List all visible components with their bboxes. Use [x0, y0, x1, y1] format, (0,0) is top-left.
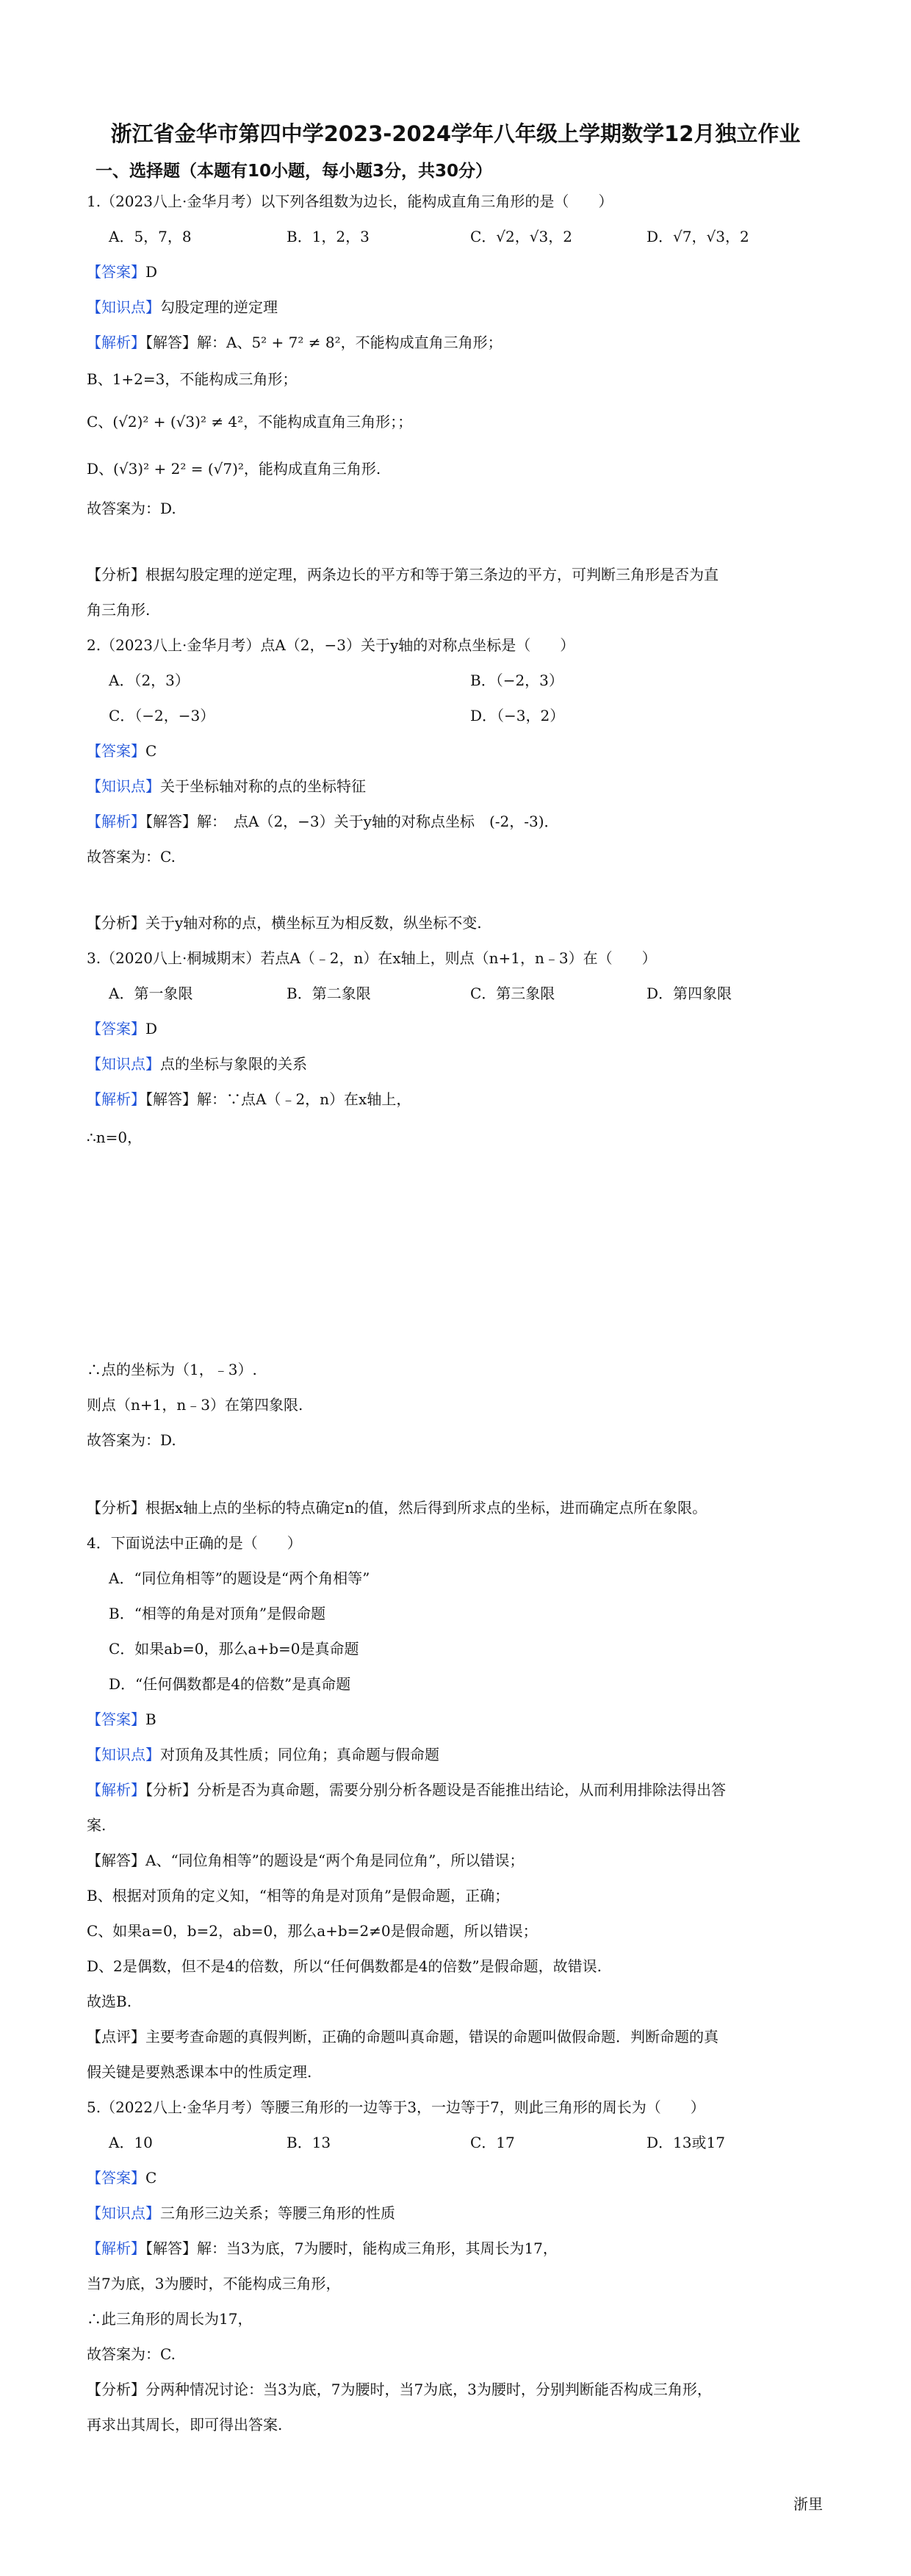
q4-option-d: D．“任何偶数都是4的倍数”是真命题 — [109, 1675, 351, 1693]
knowledge-tag: 【知识点】 — [87, 1746, 160, 1763]
q1-option-d: D．√7，√3，2 — [647, 228, 749, 245]
q5-line: 故答案为：C. — [87, 2345, 176, 2363]
analysis-tag: 【解析】 — [87, 334, 145, 351]
page-footer: 浙里 — [793, 2495, 823, 2513]
q4-line: 案. — [87, 1816, 107, 1834]
q4-line: C、如果a=0，b=2，ab=0，那么a+b=2≠0是假命题，所以错误； — [87, 1922, 538, 1940]
q1-option-a: A．5，7，8 — [109, 228, 192, 245]
q5-fenxi: 再求出其周长，即可得出答案. — [87, 2416, 283, 2433]
q1-fenxi: 【分析】根据勾股定理的逆定理，两条边长的平方和等于第三条边的平方，可判断三角形是否为直 — [87, 566, 719, 583]
q1-knowledge: 【知识点】勾股定理的逆定理 — [87, 298, 278, 316]
question-5-stem: 5.（2022八上·金华月考）等腰三角形的一边等于3，一边等于7，则此三角形的周长为（ ） — [87, 2098, 705, 2116]
analysis-tag: 【解析】 — [87, 1781, 145, 1799]
answer-tag: 【答案】 — [87, 742, 145, 760]
q4-option-a: A．“同位角相等”的题设是“两个角相等” — [109, 1569, 370, 1587]
q4-line: 故选B. — [87, 1993, 132, 2010]
q1-option-b: B．1，2，3 — [287, 228, 370, 245]
analysis-tag: 【解析】 — [87, 2239, 145, 2257]
analysis-tag: 【解析】 — [87, 813, 145, 830]
q4-line: B、根据对顶角的定义知，“相等的角是对顶角”是假命题，正确； — [87, 1887, 510, 1904]
q2-fenxi: 【分析】关于y轴对称的点，横坐标互为相反数，纵坐标不变. — [87, 914, 482, 932]
q1-answer: 【答案】D — [87, 263, 158, 281]
q5-line: ∴此三角形的周长为17， — [87, 2310, 253, 2328]
knowledge-tag: 【知识点】 — [87, 777, 160, 795]
q3-line: ∴n=0， — [87, 1129, 143, 1146]
q5-option-a: A．10 — [109, 2134, 153, 2151]
q3-option-d: D．第四象限 — [647, 985, 732, 1002]
q2-knowledge: 【知识点】关于坐标轴对称的点的坐标特征 — [87, 777, 366, 795]
question-4-stem: 4．下面说法中正确的是（ ） — [87, 1534, 302, 1552]
q5-line: 当7为底，3为腰时，不能构成三角形， — [87, 2275, 341, 2292]
q5-analysis: 【解析】【解答】解：当3为底，7为腰时，能构成三角形，其周长为17， — [87, 2239, 558, 2257]
q3-line: 则点（n+1，n﹣3）在第四象限. — [87, 1396, 303, 1414]
q4-answer: 【答案】B — [87, 1710, 156, 1728]
q5-answer: 【答案】C — [87, 2169, 157, 2187]
q1-line: D、(√3)² + 2² = (√7)²，能构成直角三角形. — [87, 460, 381, 478]
q3-option-c: C．第三象限 — [470, 985, 555, 1002]
q4-line: D、2是偶数，但不是4的倍数，所以“任何偶数都是4的倍数”是假命题，故错误. — [87, 1957, 602, 1975]
q3-line: 故答案为：D. — [87, 1431, 176, 1449]
question-3-stem: 3.（2020八上·桐城期末）若点A（﹣2，n）在x轴上，则点（n+1，n﹣3）在（ ） — [87, 949, 657, 967]
q3-option-a: A．第一象限 — [109, 985, 193, 1002]
q1-line: B、1+2=3，不能构成三角形； — [87, 370, 298, 388]
q3-fenxi: 【分析】根据x轴上点的坐标的特点确定n的值，然后得到所求点的坐标，进而确定点所在象限。 — [87, 1499, 707, 1517]
q2-analysis: 【解析】【解答】解： 点A（2，−3）关于y轴的对称点坐标 (-2，-3)． — [87, 813, 559, 830]
q4-review: 【点评】主要考查命题的真假判断，正确的命题叫真命题，错误的命题叫做假命题．判断命题的真 — [87, 2028, 719, 2046]
q1-option-c: C．√2，√3，2 — [470, 228, 572, 245]
q3-answer: 【答案】D — [87, 1020, 158, 1037]
question-1-stem: 1.（2023八上·金华月考）以下列各组数为边长，能构成直角三角形的是（ ） — [87, 193, 613, 210]
q2-option-a: A．（2，3） — [109, 672, 190, 689]
page-title: 浙江省金华市第四中学2023-2024学年八年级上学期数学12月独立作业 — [110, 121, 801, 146]
question-2-stem: 2.（2023八上·金华月考）点A（2，−3）关于y轴的对称点坐标是（ ） — [87, 636, 575, 654]
answer-tag: 【答案】 — [87, 2169, 145, 2187]
knowledge-tag: 【知识点】 — [87, 1055, 160, 1073]
q4-analysis: 【解析】【分析】分析是否为真命题，需要分别分析各题设是否能推出结论，从而利用排除法得出答 — [87, 1781, 726, 1799]
q1-analysis: 【解析】【解答】解：A、5² + 7² ≠ 8²，不能构成直角三角形； — [87, 334, 503, 351]
q1-line: 故答案为：D. — [87, 500, 176, 517]
answer-tag: 【答案】 — [87, 263, 145, 281]
q5-option-b: B．13 — [287, 2134, 331, 2151]
q4-option-b: B．“相等的角是对顶角”是假命题 — [109, 1605, 326, 1622]
q2-option-c: C．（−2，−3） — [109, 707, 215, 724]
q4-line: 【解答】A、“同位角相等”的题设是“两个角是同位角”，所以错误； — [87, 1852, 525, 1869]
q5-fenxi: 【分析】分两种情况讨论：当3为底，7为腰时，当7为底，3为腰时，分别判断能否构成三角形， — [87, 2381, 712, 2398]
q4-knowledge: 【知识点】对顶角及其性质；同位角；真命题与假命题 — [87, 1746, 439, 1763]
q1-fenxi: 角三角形. — [87, 601, 151, 619]
knowledge-tag: 【知识点】 — [87, 298, 160, 316]
answer-tag: 【答案】 — [87, 1020, 145, 1037]
analysis-tag: 【解析】 — [87, 1090, 145, 1108]
q4-option-c: C．如果ab=0，那么a+b=0是真命题 — [109, 1640, 359, 1658]
q3-knowledge: 【知识点】点的坐标与象限的关系 — [87, 1055, 307, 1073]
q4-review: 假关键是要熟悉课本中的性质定理. — [87, 2063, 312, 2081]
q1-line: C、(√2)² + (√3)² ≠ 4²，不能构成直角三角形；； — [87, 413, 413, 431]
q5-option-c: C．17 — [470, 2134, 515, 2151]
q2-option-b: B．（−2，3） — [470, 672, 563, 689]
q2-answer: 【答案】C — [87, 742, 157, 760]
knowledge-tag: 【知识点】 — [87, 2204, 160, 2222]
answer-tag: 【答案】 — [87, 1710, 145, 1728]
q3-line: ∴点的坐标为（1，﹣3）. — [87, 1361, 257, 1378]
q5-knowledge: 【知识点】三角形三边关系；等腰三角形的性质 — [87, 2204, 395, 2222]
q2-conclude: 故答案为：C. — [87, 848, 176, 866]
q3-analysis: 【解析】【解答】解：∵点A（﹣2，n）在x轴上， — [87, 1090, 411, 1108]
section-heading: 一、选择题（本题有10小题，每小题3分，共30分） — [96, 162, 493, 181]
q5-option-d: D．13或17 — [647, 2134, 725, 2151]
q3-option-b: B．第二象限 — [287, 985, 371, 1002]
q2-option-d: D．（−3，2） — [470, 707, 565, 724]
